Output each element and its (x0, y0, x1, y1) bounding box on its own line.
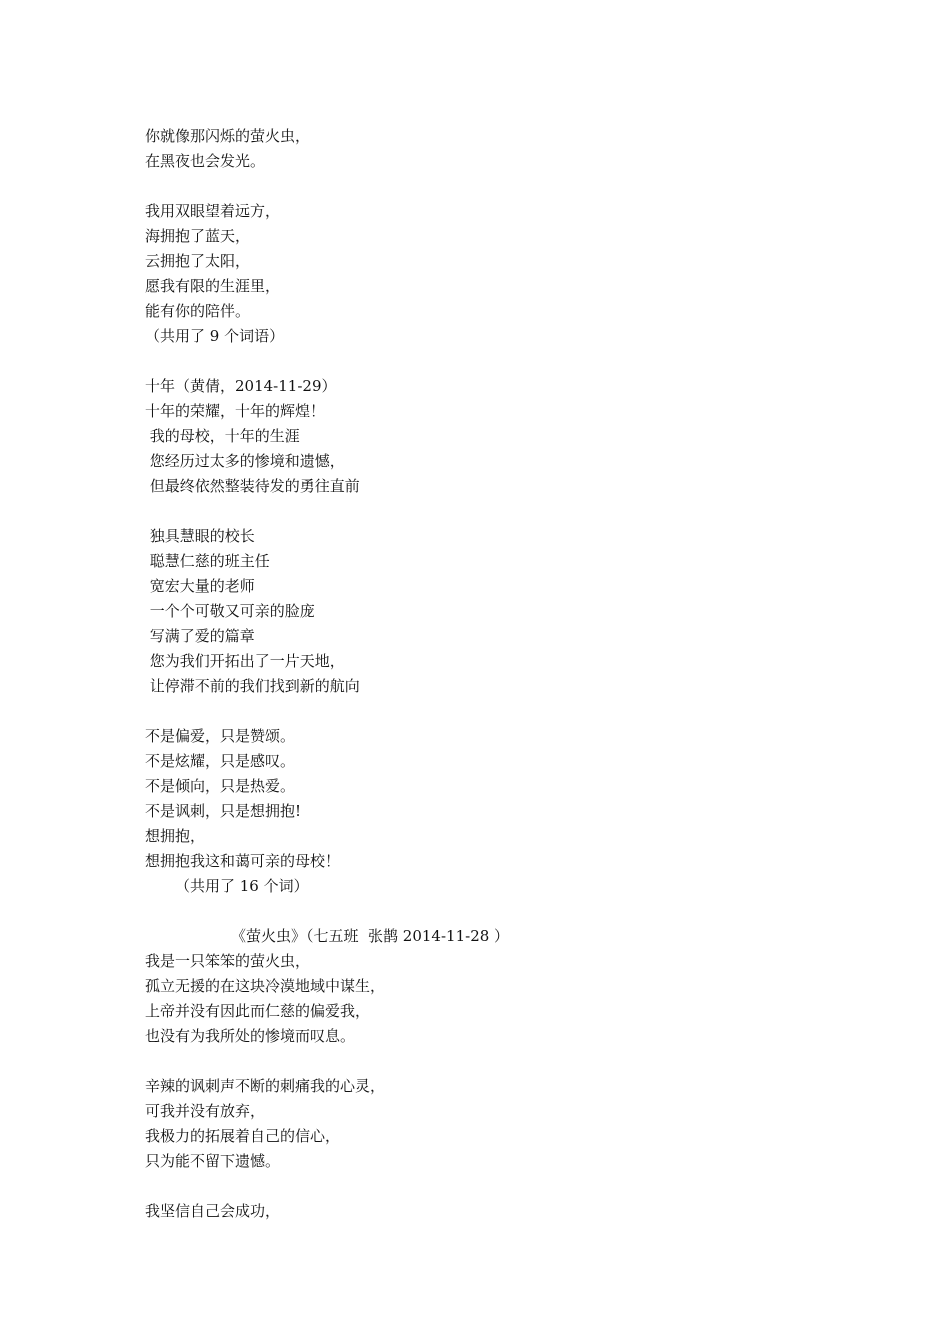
poem-line: 上帝并没有因此而仁慈的偏爱我， (145, 1002, 371, 1020)
poem-line: 愿我有限的生涯里， (145, 277, 281, 295)
poem-line: 可我并没有放弃， (145, 1102, 266, 1120)
poem-line: 云拥抱了太阳， (145, 252, 251, 270)
poem-line: 聪慧仁慈的班主任 (145, 552, 270, 570)
poem-line: 不是讽刺，只是想拥抱! (145, 802, 302, 820)
poem-line: 我是一只笨笨的萤火虫， (145, 952, 311, 970)
poem-title: 十年（黄倩，2014-11-29） (145, 377, 337, 395)
poem-line: 不是倾向，只是热爱。 (145, 777, 296, 795)
poem-line: 也没有为我所处的惨境而叹息。 (145, 1027, 356, 1045)
poem-line: 不是偏爱，只是赞颂。 (145, 727, 296, 745)
poem-line: 孤立无援的在这块冷漠地域中谋生， (145, 977, 386, 995)
poem-line: 您为我们开拓出了一片天地， (145, 652, 345, 670)
poem-line: 在黑夜也会发光。 (145, 152, 266, 170)
word-count-note: （共用了 16 个词） (175, 877, 309, 895)
blank-line (145, 349, 845, 374)
poem-line: 我极力的拓展着自己的信心， (145, 1127, 341, 1145)
blank-line (145, 899, 845, 924)
poem-title: 《萤火虫》（七五班 张鹊 2014-11-28 ） (231, 927, 510, 945)
blank-line (145, 499, 845, 524)
poem-line: 辛辣的讽刺声不断的刺痛我的心灵， (145, 1077, 386, 1095)
poem-line: 能有你的陪伴。 (145, 302, 251, 320)
poem-line: 只为能不留下遗憾。 (145, 1152, 281, 1170)
poem-line: 我用双眼望着远方， (145, 202, 281, 220)
poem-line: 不是炫耀，只是感叹。 (145, 752, 296, 770)
poem-line: 想拥抱， (145, 827, 206, 845)
poem-line: 写满了爱的篇章 (145, 627, 255, 645)
poem-line: 我坚信自己会成功， (145, 1202, 281, 1220)
poem-line: 让停滞不前的我们找到新的航向 (145, 677, 360, 695)
poem-line: 独具慧眼的校长 (145, 527, 255, 545)
blank-line (145, 699, 845, 724)
poem-line: 您经历过太多的惨境和遗憾， (145, 452, 345, 470)
poem-line: 十年的荣耀，十年的辉煌！ (145, 402, 326, 420)
poem-line: 海拥抱了蓝天， (145, 227, 251, 245)
poem-line: 你就像那闪烁的萤火虫， (145, 127, 311, 145)
word-count-note: （共用了 9 个词语） (145, 327, 285, 345)
document-body (145, 124, 845, 1224)
blank-line (145, 1049, 845, 1074)
poem-line: 我的母校，十年的生涯 (145, 427, 300, 445)
poem-line: 想拥抱我这和蔼可亲的母校！ (145, 852, 341, 870)
poem-line: 宽宏大量的老师 (145, 577, 255, 595)
blank-line (145, 174, 845, 199)
poem-line: 一个个可敬又可亲的脸庞 (145, 602, 315, 620)
poem-line: 但最终依然整装待发的勇往直前 (145, 477, 360, 495)
blank-line (145, 1174, 845, 1199)
